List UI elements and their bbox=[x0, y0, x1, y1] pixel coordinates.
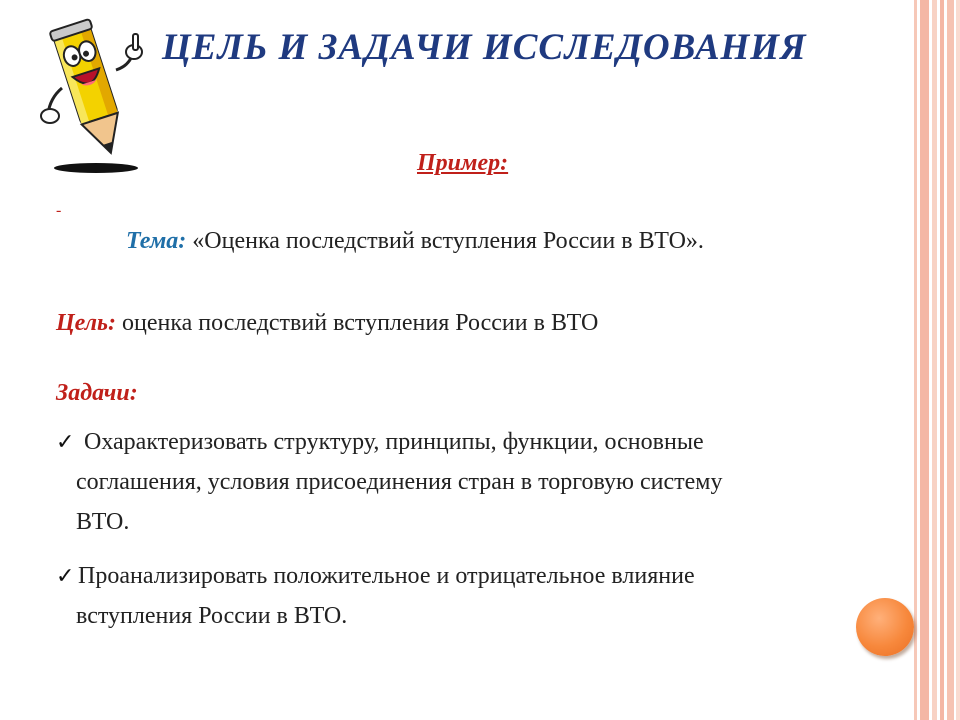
border-stripe bbox=[956, 0, 960, 720]
topic-text: «Оценка последствий вступления России в ВТО». bbox=[192, 228, 704, 254]
checkmark-icon: ✓ bbox=[56, 563, 75, 588]
example-label: Пример: bbox=[417, 150, 509, 176]
pencil-mascot-icon bbox=[36, 18, 148, 178]
dash-mark: - bbox=[56, 202, 62, 219]
slide-title: ЦЕЛЬ И ЗАДАЧИ ИССЛЕДОВАНИЯ bbox=[162, 27, 807, 68]
topic-line bbox=[126, 228, 704, 255]
task-text-line: Проанализировать положительное и отрицательное влияние bbox=[78, 563, 695, 589]
checkmark-icon: ✓ bbox=[56, 429, 75, 454]
task-text-line: ВТО. bbox=[76, 509, 130, 535]
tasks-label: Задачи: bbox=[56, 380, 138, 406]
goal-label: Цель: bbox=[56, 310, 116, 336]
task-item bbox=[56, 422, 886, 542]
task-text-line: вступления России в ВТО. bbox=[76, 603, 348, 629]
border-stripe bbox=[932, 0, 937, 720]
goal-text: оценка последствий вступления России в ВТО bbox=[122, 310, 599, 336]
topic-label: Тема: bbox=[126, 228, 187, 254]
goal-line bbox=[56, 310, 598, 337]
border-stripe bbox=[914, 0, 917, 720]
border-stripe bbox=[940, 0, 944, 720]
border-stripe bbox=[947, 0, 954, 720]
task-item bbox=[56, 556, 886, 636]
task-text-line: соглашения, условия присоединения стран в торговую систему bbox=[76, 469, 723, 495]
orange-circle-decoration bbox=[856, 598, 914, 656]
task-text-line: Охарактеризовать структуру, принципы, функции, основные bbox=[78, 429, 704, 455]
border-stripe bbox=[920, 0, 929, 720]
